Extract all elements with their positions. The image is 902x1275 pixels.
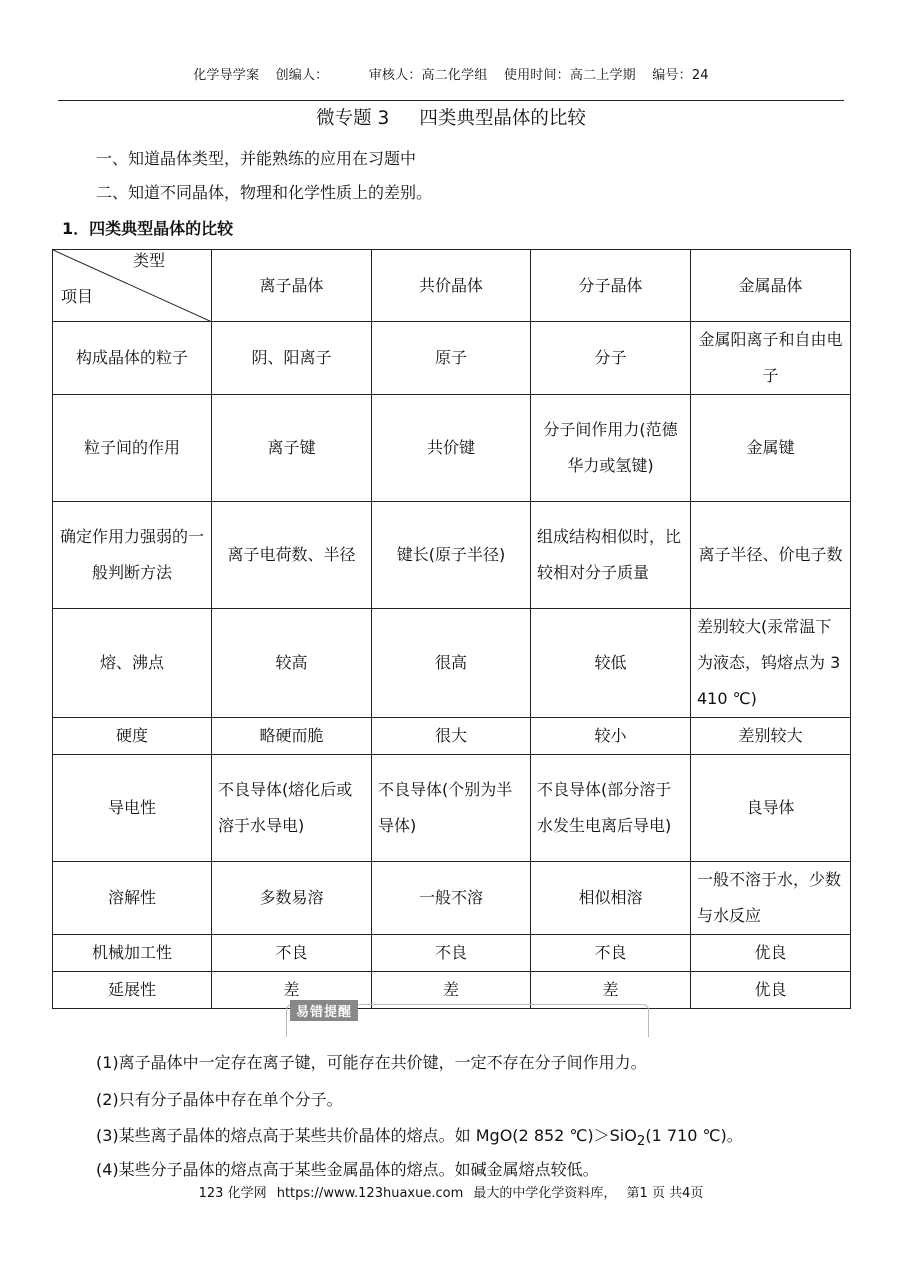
note-1: (1)离子晶体中一定存在离子键，可能存在共价键，一定不存在分子间作用力。: [96, 1053, 647, 1072]
goal-1: 一、知道晶体类型，并能熟练的应用在习题中: [96, 149, 417, 168]
page-footer: [0, 1182, 902, 1201]
topic-title: 四类典型晶体的比较: [419, 108, 586, 129]
table-cell: 不良: [372, 935, 531, 972]
table-row: [53, 862, 851, 935]
tip-badge: 易错提醒: [290, 1000, 358, 1021]
header-metallic: 金属晶体: [691, 250, 851, 322]
table-cell: 离子电荷数、半径: [212, 502, 372, 609]
page-header: [0, 64, 902, 83]
table-cell: 较高: [212, 609, 372, 718]
corner-cell: [53, 250, 212, 322]
table-cell: 组成结构相似时，比较相对分子质量: [531, 502, 691, 609]
table-cell: 略硬而脆: [212, 718, 372, 755]
header-ionic: 离子晶体: [212, 250, 372, 322]
row-label: 延展性: [53, 972, 212, 1009]
note-3-subscript: 2: [636, 1134, 646, 1150]
row-label: 硬度: [53, 718, 212, 755]
table-cell: 原子: [372, 322, 531, 395]
table-row: [53, 718, 851, 755]
table-cell: 离子键: [212, 395, 372, 502]
corner-item-label: 项目: [61, 287, 94, 306]
row-label: 构成晶体的粒子: [53, 322, 212, 395]
row-label: 熔、沸点: [53, 609, 212, 718]
goal-2: 二、知道不同晶体，物理和化学性质上的差别。: [96, 183, 433, 202]
table-row: [53, 755, 851, 862]
table-cell: 差别较大: [691, 718, 851, 755]
row-label: 机械加工性: [53, 935, 212, 972]
header-molecular: 分子晶体: [531, 250, 691, 322]
note-3-text-end: (1 710 ℃)。: [645, 1126, 743, 1145]
note-4: (4)某些分子晶体的熔点高于某些金属晶体的熔点。如碱金属熔点较低。: [96, 1160, 599, 1179]
table-row: [53, 609, 851, 718]
header-rule: [58, 100, 844, 101]
table-cell: 很大: [372, 718, 531, 755]
note-2: (2)只有分子晶体中存在单个分子。: [96, 1090, 343, 1109]
table-row: [53, 502, 851, 609]
header-covalent: 共价晶体: [372, 250, 531, 322]
row-label: 确定作用力强弱的一般判断方法: [53, 502, 212, 609]
table-cell: 离子半径、价电子数: [691, 502, 851, 609]
row-label: 粒子间的作用: [53, 395, 212, 502]
table-cell: 一般不溶: [372, 862, 531, 935]
table-cell: 很高: [372, 609, 531, 718]
table-cell: 不良导体(熔化后或溶于水导电): [212, 755, 372, 862]
table-cell: 差别较大(汞常温下为液态，钨熔点为 3 410 ℃): [691, 609, 851, 718]
reviewer: 审核人：高二化学组: [368, 68, 488, 83]
topic-number: 微专题 3: [316, 108, 390, 129]
table-cell: 键长(原子半径): [372, 502, 531, 609]
comparison-table: [52, 249, 851, 1009]
note-3-text: (3)某些离子晶体的熔点高于某些共价晶体的熔点。如 MgO(2 852 ℃)＞SiO: [96, 1126, 637, 1145]
table-cell: 多数易溶: [212, 862, 372, 935]
table-cell: 相似相溶: [531, 862, 691, 935]
table-cell: 一般不溶于水，少数与水反应: [691, 862, 851, 935]
footer-slogan: 最大的中学化学资料库，: [473, 1186, 617, 1201]
table-cell: 不良: [531, 935, 691, 972]
page-title: [0, 104, 902, 130]
table-cell: 分子间作用力(范德华力或氢键): [531, 395, 691, 502]
doc-number: 编号：24: [652, 68, 709, 83]
corner-type-label: 类型: [133, 251, 166, 270]
creator: 创编人：: [275, 68, 329, 83]
table-cell: 较低: [531, 609, 691, 718]
table-cell: 差: [372, 972, 531, 1009]
footer-page: 第1 页 共4页: [626, 1186, 704, 1201]
table-row: [53, 322, 851, 395]
table-row: [53, 395, 851, 502]
doc-type: 化学导学案: [193, 68, 260, 83]
table-cell: 分子: [531, 322, 691, 395]
table-cell: 良导体: [691, 755, 851, 862]
table-cell: 差: [212, 972, 372, 1009]
tip-box: [286, 998, 649, 1038]
table-row: [53, 935, 851, 972]
section-title: 1．四类典型晶体的比较: [62, 219, 234, 238]
table-cell: 不良: [212, 935, 372, 972]
row-label: 溶解性: [53, 862, 212, 935]
usage-time: 使用时间：高二上学期: [503, 68, 636, 83]
table-cell: 差: [531, 972, 691, 1009]
table-header-row: [53, 250, 851, 322]
table-cell: 阴、阳离子: [212, 322, 372, 395]
table-cell: 共价键: [372, 395, 531, 502]
footer-site: 123 化学网: [198, 1186, 267, 1201]
table-cell: 不良导体(部分溶于水发生电离后导电): [531, 755, 691, 862]
table-cell: 不良导体(个别为半导体): [372, 755, 531, 862]
table-cell: 较小: [531, 718, 691, 755]
table-cell: 优良: [691, 935, 851, 972]
table-cell: 金属键: [691, 395, 851, 502]
footer-url[interactable]: https://www.123huaxue.com: [276, 1186, 464, 1201]
row-label: 导电性: [53, 755, 212, 862]
table-cell: 金属阳离子和自由电子: [691, 322, 851, 395]
table-cell: 优良: [691, 972, 851, 1009]
note-3: [96, 1123, 743, 1149]
